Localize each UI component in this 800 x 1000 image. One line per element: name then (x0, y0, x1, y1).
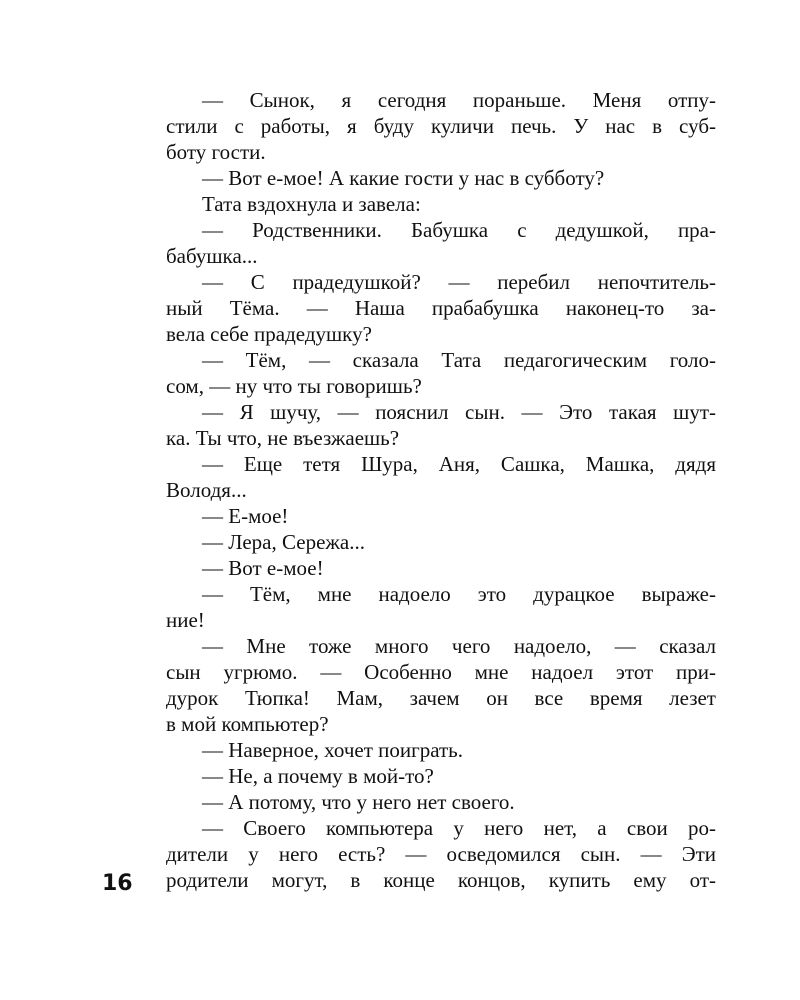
text-line: дурок Тюпка! Мам, зачем он все время лезет (166, 686, 716, 710)
text-line: — Тём, мне надоело это дурацкое выраже- (202, 582, 716, 606)
text-line: — Мне тоже много чего надоело, — сказал (202, 634, 716, 658)
text-line: ние! (166, 608, 205, 632)
text-line: — Наверное, хочет поиграть. (202, 738, 464, 762)
text-line: стили с работы, я буду куличи печь. У нас в суб- (166, 114, 716, 138)
text-line: сын угрюмо. — Особенно мне надоел этот при- (166, 660, 716, 684)
text-line: — Еще тетя Шура, Аня, Сашка, Машка, дядя (202, 452, 716, 476)
page-number: 16 (102, 871, 133, 896)
text-line: — Родственники. Бабушка с дедушкой, пра- (202, 218, 716, 242)
text-line: — А потому, что у него нет своего. (202, 790, 515, 814)
text-line: Володя... (166, 478, 247, 502)
text-line: — Е-мое! (202, 504, 289, 528)
text-line: родители могут, в конце концов, купить ему от- (166, 868, 716, 892)
text-line: — Я шучу, — пояснил сын. — Это такая шут- (202, 400, 716, 424)
text-line: — Тём, — сказала Тата педагогическим голо- (202, 348, 716, 372)
text-line: ный Тёма. — Наша прабабушка наконец-то за- (166, 296, 716, 320)
text-line: в мой компьютер? (166, 712, 329, 736)
text-line: дители у него есть? — осведомился сын. — Эти (166, 842, 716, 866)
text-line: сом, — ну что ты говоришь? (166, 374, 422, 398)
text-line: Тата вздохнула и завела: (202, 192, 421, 216)
text-line: — Не, а почему в мой-то? (202, 764, 434, 788)
text-line: — Лера, Сережа... (202, 530, 365, 554)
text-line: вела себе прадедушку? (166, 322, 372, 346)
text-line: ка. Ты что, не въезжаешь? (166, 426, 400, 450)
text-line: бабушка... (166, 244, 258, 268)
text-line: — Вот е-мое! А какие гости у нас в субботу? (202, 166, 605, 190)
text-line: боту гости. (166, 140, 266, 164)
text-line: — С прадедушкой? — перебил непочтитель- (202, 270, 716, 294)
text-line: — Сынок, я сегодня пораньше. Меня отпу- (202, 88, 716, 112)
text-line: — Своего компьютера у него нет, а свои ро- (202, 816, 716, 840)
text-line: — Вот е-мое! (202, 556, 324, 580)
body-text (166, 87, 716, 893)
